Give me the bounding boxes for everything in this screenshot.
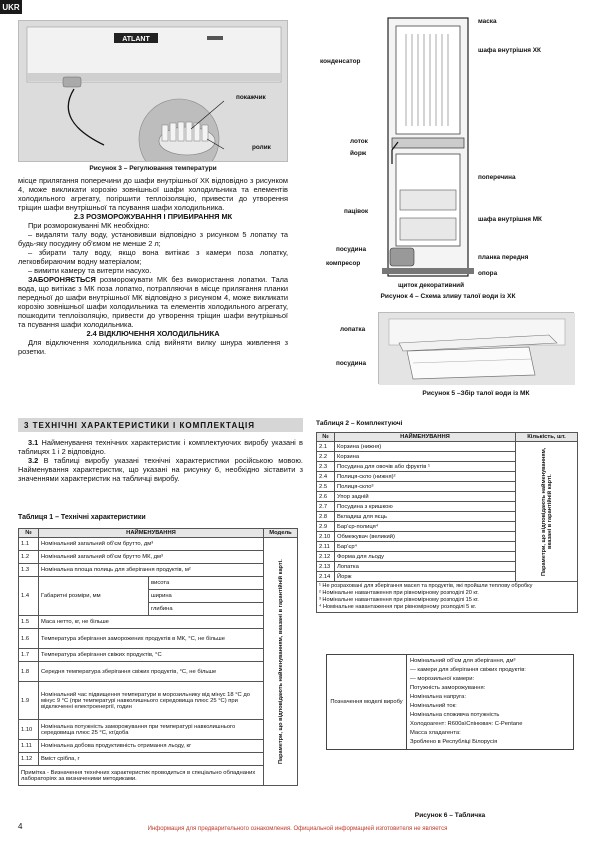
- cell: 2.13: [317, 562, 335, 572]
- cell: висота: [149, 577, 264, 590]
- plate-line: — камери для зберігання свіжих продуктів:: [410, 667, 526, 673]
- plate-line: Номінальна напруга:: [410, 694, 466, 700]
- col-quantity: Кількість, шт.: [516, 433, 578, 442]
- cell: Форма для льоду: [335, 552, 516, 562]
- cell: Номінальний загальний об'єм брутто МК, дм³: [39, 551, 264, 564]
- cell: Номінальна площа полиць для зберігання продуктів, м²: [39, 564, 264, 577]
- cell: 1.6: [19, 629, 39, 649]
- brand-logo: ATLANT: [122, 36, 150, 43]
- figure-4-caption: Рисунок 4 – Схема зливу талої води із ХК: [380, 293, 516, 300]
- label-gasket: пацівок: [344, 208, 369, 215]
- warning-word: ЗАБОРОНЯЄТЬСЯ: [28, 275, 96, 284]
- table-row: [19, 753, 298, 766]
- cell: 1.5: [19, 616, 39, 629]
- section-3-heading: 3 ТЕХНІЧНІ ХАРАКТЕРИСТИКИ І КОМПЛЕКТАЦІЯ: [18, 418, 303, 432]
- label-support: опора: [478, 270, 498, 277]
- cell: Вміст срібла, г: [39, 753, 264, 766]
- plate-line: Зроблено в Республіці Білорусія: [410, 739, 498, 745]
- label-tray: лоток: [350, 138, 368, 145]
- label-roller: ролик: [252, 144, 271, 151]
- label-chute: йорж: [350, 150, 367, 157]
- table-row: [19, 682, 298, 720]
- label-pointer: покажчик: [236, 94, 266, 101]
- cell: 2.9: [317, 522, 335, 532]
- model-designation: Позначення моделі виробу: [327, 655, 407, 750]
- disclaimer: Информация для предварительного ознакомления. Официальной информацией изготовителя не является: [147, 826, 448, 832]
- figure-3-image: [18, 20, 288, 162]
- section-3-text: [18, 438, 303, 483]
- cell: 2.1: [317, 442, 335, 452]
- table-row: [317, 442, 578, 452]
- cell: Лопатка: [335, 562, 516, 572]
- cell: Йорж: [335, 572, 516, 582]
- language-tab: UKR: [0, 0, 22, 14]
- cell: Корзина: [335, 452, 516, 462]
- cell: Номінальна добова продуктивність отримання льоду, кг: [39, 740, 264, 753]
- label-container-fig5: посудина: [336, 360, 367, 367]
- label-condenser: конденсатор: [320, 58, 361, 65]
- side-note-cell: [516, 442, 578, 582]
- table-row: [19, 740, 298, 753]
- cell: 2.5: [317, 482, 335, 492]
- cell: Посудина для овочів або фруктів ¹: [335, 462, 516, 472]
- cell: Бар'єр⁴: [335, 542, 516, 552]
- table-row: [19, 616, 298, 629]
- side-note: Параметри, що відповідають найменуванням, вказані в гарантійній карті.: [540, 447, 553, 576]
- cell: 1.9: [19, 682, 39, 720]
- clause-number: 3.2: [28, 456, 39, 465]
- figure-6-caption: Рисунок 6 – Табличка: [414, 812, 486, 819]
- cell: 1.3: [19, 564, 39, 577]
- cell: 2.12: [317, 552, 335, 562]
- cell: 2.10: [317, 532, 335, 542]
- plate-line: Потужність заморожування:: [410, 685, 486, 691]
- figure-5-image: [378, 312, 574, 384]
- paragraph: [18, 456, 303, 483]
- cell: Полиця-скло (нижня)²: [335, 472, 516, 482]
- cell: 1.4: [19, 577, 39, 616]
- clause-text: Найменування технічних характеристик і комплектуючих виробу указані в таблицях 1 і 2 відповідно.: [18, 438, 303, 456]
- table-row: [19, 538, 298, 551]
- paragraph: Для відключення холодильника слід вийняти вилку шнура живлення з розетки.: [18, 338, 288, 356]
- figure-4-image: [378, 14, 478, 286]
- table-footnotes-row: [317, 582, 578, 613]
- col-name: НАЙМЕНУВАННЯ: [39, 529, 264, 538]
- cell: 2.14: [317, 572, 335, 582]
- table-2: [316, 432, 578, 613]
- cell: 1.2: [19, 551, 39, 564]
- table-1: [18, 528, 298, 786]
- cell: 1.11: [19, 740, 39, 753]
- list-item: – збирати талу воду, якщо вона витікає з камери поза лопатку, легковбираючим водну матеріалом;: [18, 248, 288, 266]
- table-note: Примітка - Визначення технічних характеристик проводиться в спеціально обладнаних лабораторіях за визначеними методиками.: [19, 766, 264, 786]
- cell: 1.1: [19, 538, 39, 551]
- label-compressor: компресор: [326, 260, 361, 267]
- label-crossbar: поперечина: [478, 174, 516, 181]
- col-name: НАЙМЕНУВАННЯ: [335, 433, 516, 442]
- table-row: [19, 564, 298, 577]
- table-row: [19, 720, 298, 740]
- table-footnotes: [317, 582, 578, 613]
- clause-number: 3.1: [28, 438, 39, 447]
- cell: 1.12: [19, 753, 39, 766]
- plate-line: — морозильної камери:: [410, 676, 475, 682]
- table-1-title: Таблиця 1 – Технічні характеристики: [18, 514, 146, 521]
- cell: 2.3: [317, 462, 335, 472]
- cell: Бар'єр-полиця⁴: [335, 522, 516, 532]
- cell: Маса нетто, кг, не більше: [39, 616, 264, 629]
- paragraph: [18, 438, 303, 456]
- cell: 1.10: [19, 720, 39, 740]
- footnote: ¹ Не розраховані для зберігання масел та продуктів, які пройшли теплову обробку: [319, 583, 533, 589]
- rating-plate: [326, 654, 574, 750]
- label-deco-shield: щиток декоративний: [398, 282, 465, 289]
- table-2-title: Таблиця 2 – Комплектуючі: [316, 420, 403, 427]
- label-inner-cabinet-xk: шафа внутрішня ХК: [478, 47, 541, 54]
- cell: Полиця-скло³: [335, 482, 516, 492]
- cell: Вкладиш для яєць: [335, 512, 516, 522]
- label-scoop: лопатка: [340, 326, 366, 333]
- section-2-4-heading: 2.4 ВІДКЛЮЧЕННЯ ХОЛОДИЛЬНИКА: [86, 329, 220, 338]
- plate-line: Номінальний об'єм для зберігання, дм³: [410, 658, 516, 664]
- label-container: посудина: [336, 246, 367, 253]
- paragraph: місце прилягання поперечини до шафи внутрішньої ХК відповідно з рисунком 4, може викликати корозію зовнішньої шафи холодильника та елементів холодильного агрегату, погіршити теплоізоляцію, привести до утворення тріщин шафи внутрішньої та псування шафи холодильника.: [18, 176, 288, 212]
- cell: 2.4: [317, 472, 335, 482]
- plate-lines: [407, 655, 574, 750]
- col-number: №: [19, 529, 39, 538]
- table-row: [19, 577, 298, 590]
- meltwater-collection-illustration: [379, 313, 575, 385]
- cell: 2.11: [317, 542, 335, 552]
- warning-text: розморожувати МК без використання лопатки. Тала вода, що витікає з МК поза лопатко, потрапляючи в місце прилягання планки передньої до шафи внутрішньої МК відповідно з рисунком 4, може викликати корозію зовнішньої шафи холодильника та елементів холодильного агрегату, пошкодити теплоізоляцію, привести до утворення тріщин шафи внутрішньої та псування шафи холодильника.: [18, 275, 288, 329]
- list-item: – вимити камеру та витерти насухо.: [28, 266, 152, 275]
- cell: 2.6: [317, 492, 335, 502]
- section-2-3-heading: 2.3 РОЗМОРОЖУВАННЯ І ПРИБИРАННЯ МК: [73, 212, 233, 221]
- plate-line: Номінальний ток:: [410, 703, 457, 709]
- left-column-text: [18, 176, 288, 356]
- table-row: [19, 629, 298, 649]
- table-row: [19, 551, 298, 564]
- col-model: Модель: [264, 529, 298, 538]
- cell: 2.8: [317, 512, 335, 522]
- cell: Упор задній: [335, 492, 516, 502]
- cell: Температура зберігання свіжих продуктів, °С: [39, 649, 264, 662]
- cell: Габаритні розміри, мм: [39, 577, 149, 616]
- cell: Номінальний загальний об'єм брутто, дм³: [39, 538, 264, 551]
- side-note: Параметри, що відповідають найменуванням, вказані в гарантійній карті.: [277, 559, 284, 764]
- fridge-drain-diagram: [378, 14, 478, 286]
- cell: Номінальний час підвищення температури в морозильнику від мінус 18 °С до мінус 9 °С (при температурі навколишнього середовища плюс 25 °С) при відключенні електроенергії, годин: [39, 682, 264, 720]
- list-item: – видаляти талу воду, установивши відповідно з рисунком 5 лопатку та будь-яку посудину об'ємом не менше 2 л;: [18, 230, 288, 248]
- plate-line: Номінальна споживча потужність: [410, 712, 500, 718]
- cell: Посудина з кришкою: [335, 502, 516, 512]
- cell: Обмежувач (великий): [335, 532, 516, 542]
- side-note-cell: [264, 538, 298, 786]
- cell: ширина: [149, 590, 264, 603]
- figure-5-caption: Рисунок 5 –Збір талої води із МК: [422, 390, 530, 397]
- footnote: ³ Номінальне навантаження при рівномірному розподілі 15 кг.: [319, 597, 479, 603]
- paragraph: [18, 275, 288, 329]
- plate-line: Холодоагент: R600a\Спінювач: C-Pentane: [410, 721, 523, 727]
- plate-line: Масса хладагента:: [410, 730, 461, 736]
- paragraph: При розморожуванні МК необхідно:: [28, 221, 150, 230]
- cell: Номінальна потужність заморожування при температурі навколишнього середовища плюс 25 °С, кг/доба: [39, 720, 264, 740]
- page-number: 4: [18, 822, 23, 831]
- cell: 1.8: [19, 662, 39, 682]
- col-number: №: [317, 433, 335, 442]
- table-row: [19, 649, 298, 662]
- cell: Корзина (нижня): [335, 442, 516, 452]
- cell: 2.2: [317, 452, 335, 462]
- table-row: [19, 662, 298, 682]
- cell: 1.7: [19, 649, 39, 662]
- table-note-row: [19, 766, 298, 786]
- cell: Температура зберігання заморожених продуктів в МК, °С, не більше: [39, 629, 264, 649]
- figure-3-caption: Рисунок 3 – Регулювання температури: [89, 165, 217, 172]
- cell: 2.7: [317, 502, 335, 512]
- cell: Середня температура зберігання свіжих продуктів, °С, не більше: [39, 662, 264, 682]
- label-mask: маска: [478, 18, 497, 25]
- cell: глибина: [149, 603, 264, 616]
- label-inner-cabinet-mk: шафа внутрішня МК: [478, 216, 542, 223]
- fridge-thermostat-illustration: [19, 21, 288, 162]
- clause-text: В таблиці виробу указані технічні характеристики російською мовою. Найменування характеристик, що указані на рисунку 6, необхідно зіставити з значеннями характеристик на табличці виробу.: [18, 456, 303, 483]
- label-front-bar: планка передня: [478, 254, 529, 261]
- footnote: ² Номінальне навантаження при рівномірному розподілі 20 кг.: [319, 590, 479, 596]
- footnote: ⁴ Номінальне навантаження при рівномірному розподілі 5 кг.: [319, 604, 477, 610]
